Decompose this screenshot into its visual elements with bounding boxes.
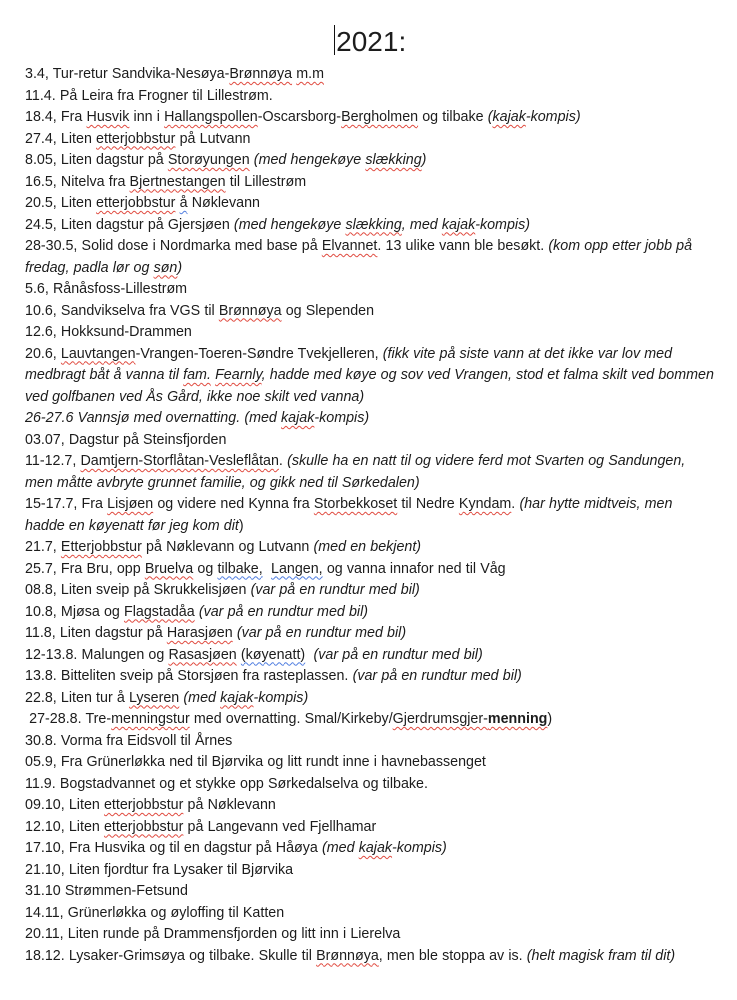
text-segment: 21.10, Liten fjordtur fra Lysaker til Bjørvika — [25, 860, 294, 878]
trip-entry — [25, 235, 714, 278]
text-segment: 18.12. Lysaker-Grimsøya og tilbake. Skulle til — [25, 946, 317, 964]
trip-entry — [25, 149, 714, 171]
trip-entry — [25, 493, 714, 536]
text-segment: 18.4, Fra — [25, 108, 87, 125]
misspelled-text: fam. — [183, 366, 211, 383]
text-segment: 22.8, Liten tur å — [25, 688, 129, 706]
text-segment: 11.9. Bogstadvannet og et stykke opp Sørkedalselva og tilbake. — [25, 774, 428, 792]
text-segment: 03.07, Dagstur på Steinsfjorden — [25, 430, 227, 448]
text-segment: på Langevann ved Fjellhamar — [183, 817, 377, 835]
text-segment: 10.8, Mjøsa og — [25, 602, 124, 620]
text-segment: og vanna innafor ned til Våg — [322, 559, 506, 577]
misspelled-text: menningstur — [111, 710, 190, 727]
trip-entry — [25, 859, 714, 881]
text-segment: Nøklevann — [187, 194, 260, 211]
trip-entry — [25, 300, 714, 322]
text-segment: 26-27.6 Vannsjø med overnatting. (med — [25, 409, 282, 426]
trip-list — [25, 63, 719, 966]
text-segment: -Vrangen-Toeren-Søndre Tvekjelleren, — [135, 344, 383, 362]
misspelled-text: Storøyungen — [167, 151, 250, 168]
trip-entry — [25, 407, 714, 429]
misspelled-text: Kyndam — [458, 495, 512, 512]
trip-entry — [25, 816, 714, 838]
text-segment: -kompis) — [392, 839, 447, 856]
text-segment: (med — [321, 839, 359, 856]
text-segment: ) — [547, 710, 553, 727]
misspelled-text: Gjerdrumsgjer- — [392, 710, 488, 727]
text-segment: (var på en rundtur med bil) — [250, 581, 420, 598]
text-segment: til Lillestrøm — [225, 172, 307, 190]
text-segment: 24.5, Liten dagstur på Gjersjøen — [25, 215, 234, 233]
text-segment: (fikk vite på siste vann at det ikke var lov med medbragt båt å vanna til — [25, 344, 677, 383]
trip-entry — [25, 945, 714, 967]
text-segment: 11.4. På Leira fra Frogner til Lillestrøm. — [25, 86, 273, 104]
text-segment: 25.7, Fra Bru, opp — [25, 559, 145, 577]
trip-entry — [25, 902, 714, 924]
text-segment: . 13 ulike vann ble besøkt. — [377, 237, 549, 254]
text-segment: 14.11, Grünerløkka og øyloffing til Katten — [25, 903, 285, 921]
text-cursor — [334, 25, 335, 55]
misspelled-text: kajak — [281, 409, 315, 426]
text-segment: 20.6, — [25, 344, 61, 362]
misspelled-text: kajak — [492, 108, 526, 125]
text-segment: (helt magisk fram til dit) — [526, 946, 676, 964]
text-segment: (var på en rundtur med bil) — [198, 602, 369, 620]
trip-entry — [25, 128, 714, 150]
misspelled-text: Husvik — [86, 108, 130, 125]
text-segment: (har hytte midtveis, men hadde en køyenatt før jeg kom dit — [25, 495, 677, 534]
text-segment: 05.9, Fra Grünerløkka ned til Bjørvika og litt rundt inne i havnebassenget — [25, 753, 486, 770]
trip-entry — [25, 880, 714, 902]
text-segment: 31.10 Strømmen-Fetsund — [25, 882, 188, 899]
misspelled-text: menning — [487, 710, 548, 727]
trip-entry — [25, 106, 714, 128]
text-segment: 15-17.7, Fra — [25, 495, 108, 512]
text-segment: 8.05, Liten dagstur på — [25, 151, 168, 168]
text-segment: (med — [183, 688, 221, 706]
text-segment: 10.6, Sandvikselva fra VGS til — [25, 301, 219, 319]
text-segment: 16.5, Nitelva fra — [25, 172, 130, 190]
text-segment: ) — [421, 151, 427, 168]
misspelled-text: slækking — [345, 215, 402, 233]
misspelled-text: Bruelva — [144, 559, 194, 577]
misspelled-text: Storbekkoset — [313, 495, 398, 512]
misspelled-text: Flagstadåa — [123, 602, 195, 620]
text-segment: 3.4, Tur-retur Sandvika-Nesøya- — [25, 65, 230, 82]
text-segment: 11-12.7, — [25, 452, 81, 469]
text-segment: ) — [238, 516, 244, 534]
trip-entry — [25, 687, 714, 709]
misspelled-text: etterjobbstur — [103, 817, 184, 835]
misspelled-text: Brønnøya — [229, 65, 293, 82]
trip-entry — [25, 85, 714, 107]
misspelled-text: Bergholmen — [341, 108, 419, 125]
trip-entry — [25, 923, 714, 945]
misspelled-text: etterjobbstur — [103, 796, 184, 813]
text-segment: 13.8. Bitteliten sveip på Storsjøen fra rasteplassen. — [25, 667, 353, 684]
misspelled-text: kajak — [358, 839, 393, 856]
trip-entry — [25, 558, 714, 580]
grammar-flagged-text: å — [179, 194, 188, 211]
trip-entry — [25, 730, 714, 752]
trip-entry — [25, 214, 714, 236]
text-segment: 09.10, Liten — [25, 796, 104, 813]
misspelled-text: søn — [153, 258, 178, 276]
trip-entry — [25, 837, 714, 859]
document-title-row — [25, 24, 715, 60]
text-segment: 21.7, — [25, 538, 61, 555]
text-segment: , men ble stoppa av is. — [378, 946, 527, 964]
text-segment: -kompis) — [525, 108, 581, 125]
misspelled-text: slækking — [365, 151, 422, 168]
trip-entry — [25, 601, 714, 623]
text-segment: og Slependen — [281, 301, 375, 319]
text-segment: inn i — [129, 108, 165, 125]
trip-entry — [25, 773, 714, 795]
trip-entry — [25, 622, 714, 644]
text-segment: . — [511, 495, 520, 512]
misspelled-text: Brønnøya — [218, 301, 282, 319]
text-segment: (med hengekøye — [233, 215, 346, 233]
trip-entry — [25, 278, 714, 300]
trip-entry — [25, 63, 714, 85]
misspelled-text: Rasasjøen — [168, 645, 237, 663]
misspelled-text: Damtjern-Storflåtan-Vesleflåtan — [80, 452, 279, 469]
trip-entry — [25, 644, 714, 666]
misspelled-text: Etterjobbstur — [60, 538, 142, 555]
trip-entry — [25, 536, 714, 558]
misspelled-text: Bjertnestangen — [129, 172, 226, 190]
text-segment: 30.8. Vorma fra Eidsvoll til Årnes — [25, 731, 233, 749]
misspelled-text: Lyseren — [128, 688, 180, 706]
misspelled-text: Brønnøya — [316, 946, 379, 964]
misspelled-text: Hallangspollen — [164, 108, 258, 125]
text-segment: på Lutvann — [175, 129, 251, 147]
misspelled-text: kajak — [220, 688, 254, 706]
text-segment: (kom opp etter jobb på fredag, padla lør og — [25, 237, 697, 276]
misspelled-text: Lauvtangen — [60, 344, 136, 362]
trip-entry — [25, 579, 714, 601]
text-segment: ) — [177, 258, 183, 276]
misspelled-text: Elvannet — [321, 237, 378, 254]
text-segment: 27-28.8. Tre- — [25, 710, 112, 727]
misspelled-text: m.m — [296, 65, 324, 82]
grammar-flagged-text: (køyenatt) — [240, 645, 306, 663]
misspelled-text: Harasjøen — [166, 624, 233, 641]
text-segment: 12-13.8. Malungen og — [25, 645, 169, 663]
trip-entry — [25, 665, 714, 687]
trip-entry — [25, 321, 714, 343]
text-segment: -kompis) — [253, 688, 309, 706]
text-segment: . — [278, 452, 288, 469]
grammar-flagged-text: Langen, — [271, 559, 323, 577]
text-segment: , hadde med køye og sov ved Vrangen, stod et falma skilt ved bommen ved golfbanen ved Ås Gård, ikke noe skilt ved vanna) — [25, 366, 719, 405]
text-segment: på Nøklevann og Lutvann — [141, 538, 314, 555]
text-segment: på Nøklevann — [183, 796, 276, 813]
text-segment: 12.6, Hokksund-Drammen — [25, 323, 192, 340]
text-segment: (var på en rundtur med bil) — [236, 624, 407, 641]
trip-entry — [25, 343, 719, 408]
misspelled-text: kajak — [441, 215, 476, 233]
trip-entry — [25, 429, 714, 451]
text-segment: (var på en rundtur med bil) — [313, 645, 483, 663]
text-segment: -Oscarsborg- — [257, 108, 342, 125]
trip-entry — [25, 450, 714, 493]
misspelled-text: etterjobbstur — [96, 194, 176, 211]
text-segment: 17.10, Fra Husvika og til en dagstur på Håøya — [25, 839, 322, 856]
grammar-flagged-text: tilbake, — [217, 559, 263, 577]
text-segment: 20.5, Liten — [25, 194, 97, 211]
text-segment: 08.8, Liten sveip på Skrukkelisjøen — [25, 581, 251, 598]
misspelled-text: Lisjøen — [107, 495, 154, 512]
trip-entry — [25, 192, 714, 214]
text-segment: til Nedre — [397, 495, 459, 512]
text-segment: og videre ned Kynna fra — [153, 495, 314, 512]
text-segment: og — [193, 559, 218, 577]
text-segment: (skulle ha en natt til og videre ferd mot Svarten og Sandungen, men måtte avbryte grunnet familie, og gikk ned til Sørkedalen) — [25, 452, 690, 491]
page-title: 2021: — [336, 26, 407, 57]
text-segment: -kompis) — [475, 215, 530, 233]
trip-entry — [25, 708, 714, 730]
text-segment: ( — [487, 108, 493, 125]
misspelled-text: etterjobbstur — [96, 129, 176, 147]
trip-entry — [25, 751, 714, 773]
text-segment: med overnatting. Smal/Kirkeby/ — [189, 710, 393, 727]
text-segment: 20.11, Liten runde på Drammensfjorden og litt inn i Lierelva — [25, 925, 401, 942]
misspelled-text: Fearnly — [215, 366, 262, 383]
text-segment: (var på en rundtur med bil) — [352, 667, 522, 684]
text-segment: 5.6, Rånåsfoss-Lillestrøm — [25, 280, 188, 297]
text-segment: (med hengekøye — [253, 151, 366, 168]
text-segment — [305, 646, 313, 663]
text-segment: -kompis) — [314, 409, 370, 426]
trip-entry — [25, 794, 714, 816]
trip-entry — [25, 171, 714, 193]
text-segment: 27.4, Liten — [25, 129, 97, 147]
text-segment: (med en bekjent) — [313, 538, 422, 555]
text-segment: 11.8, Liten dagstur på — [25, 624, 167, 641]
text-segment: , med — [401, 215, 442, 233]
text-segment: og tilbake — [418, 108, 488, 125]
text-segment: 12.10, Liten — [25, 817, 104, 835]
text-segment: 28-30.5, Solid dose i Nordmarka med base på — [25, 237, 322, 254]
